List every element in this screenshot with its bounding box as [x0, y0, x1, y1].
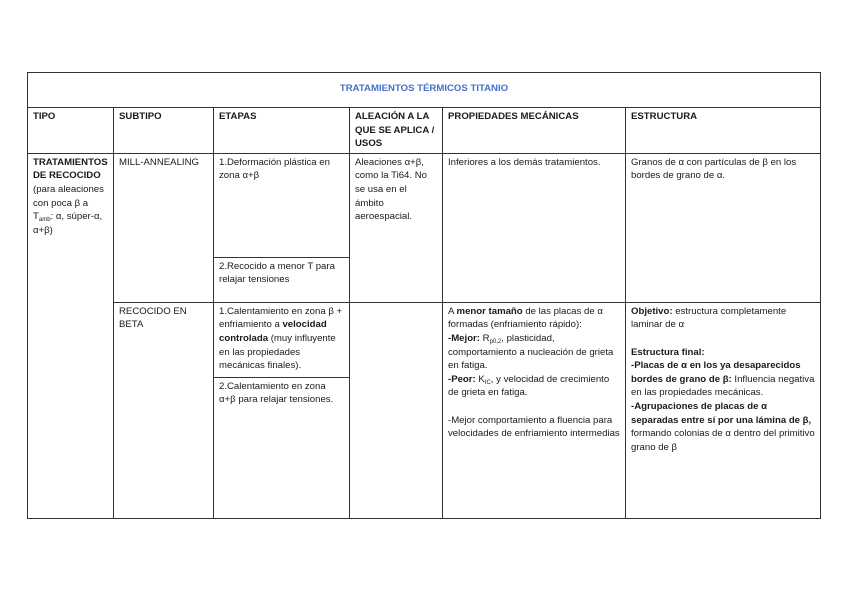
prop-beta-mejor-r: R	[479, 332, 490, 344]
est-beta-placas-text: Influencia negativa en las propiedades mecánicas.	[631, 373, 815, 399]
prop-beta-fluencia: -Mejor comportamiento a fluencia para velocidades de enfriamiento intermedias	[448, 414, 620, 440]
table-row	[28, 302, 821, 377]
tipo-detail-b: : α, súper-α, α+β)	[33, 211, 103, 236]
table-title: TRATAMIENTOS TÉRMICOS TITANIO	[28, 73, 821, 108]
prop-beta-mejor-text: , plasticidad, comportamiento a nucleación de grieta en fatiga.	[448, 332, 614, 372]
est-beta-placas-bold: -Placas de α en los ya desaparecidos bordes de grano de β:	[631, 360, 801, 385]
document-page	[27, 72, 820, 492]
prop-beta-intro-a: A	[448, 305, 457, 317]
cell-aleacion-mill: Aleaciones α+β, como la Ti64. No se usa en el ámbito aeroespacial.	[350, 153, 443, 302]
etapa-beta-1-bold: velocidad controlada	[219, 319, 327, 344]
cell-aleacion-beta	[350, 302, 443, 518]
est-beta-agrup-text: formando colonias de α dentro del primitivo grano de β	[631, 428, 815, 453]
header-estructura: ESTRUCTURA	[626, 108, 821, 154]
tipo-title: TRATAMIENTOS DE RECOCIDO	[33, 156, 108, 182]
header-propiedades: PROPIEDADES MECÁNICAS	[443, 108, 626, 154]
cell-etapa-beta-1	[214, 302, 350, 377]
prop-beta-peor-text: , y velocidad de crecimiento de grieta en fatiga.	[448, 373, 610, 399]
cell-subtipo-beta: RECOCIDO EN BETA	[114, 302, 214, 518]
header-tipo: TIPO	[28, 108, 114, 154]
cell-etapa-mill-1: 1.Deformación plástica en zona α+β	[214, 153, 350, 257]
prop-beta-peor-sub: IC	[484, 379, 491, 386]
cell-etapa-beta-2: 2.Calentamiento en zona α+β para relajar tensiones.	[214, 377, 350, 518]
est-beta-objetivo-label: Objetivo:	[631, 305, 673, 317]
header-aleacion: ALEACIÓN A LA QUE SE APLICA / USOS	[350, 108, 443, 154]
heat-treatment-table	[27, 72, 821, 519]
header-row	[28, 108, 821, 154]
prop-beta-intro-bold: menor tamaño	[456, 305, 523, 317]
prop-beta-mejor-label: -Mejor:	[448, 332, 480, 344]
cell-propiedades-beta	[443, 302, 626, 518]
cell-estructura-beta	[626, 302, 821, 518]
prop-beta-intro-b: de las placas de α formadas (enfriamiento rápido):	[448, 305, 603, 331]
est-beta-agrup-bold: -Agrupaciones de placas de α separadas entre sí por una lámina de β,	[631, 400, 812, 426]
etapa-beta-1-text-b: (muy influyente en las propiedades mecánicas finales).	[219, 332, 336, 372]
header-subtipo: SUBTIPO	[114, 108, 214, 154]
prop-beta-peor-label: -Peor:	[448, 373, 476, 385]
est-beta-objetivo-text: estructura completamente laminar de α	[631, 305, 787, 331]
est-beta-final-label: Estructura final:	[631, 346, 705, 358]
tipo-detail-sub: amb	[38, 217, 51, 224]
cell-tipo	[28, 153, 114, 518]
prop-beta-mejor-sub: p0,2	[489, 338, 502, 345]
table-row	[28, 153, 821, 257]
prop-beta-peor-k: K	[475, 373, 485, 385]
cell-estructura-mill: Granos de α con partículas de β en los bordes de grano de α.	[626, 153, 821, 302]
tipo-detail-a: (para aleaciones con poca β a T	[33, 183, 104, 223]
cell-subtipo-mill: MILL-ANNEALING	[114, 153, 214, 302]
cell-propiedades-mill: Inferiores a los demás tratamientos.	[443, 153, 626, 302]
header-etapas: ETAPAS	[214, 108, 350, 154]
cell-etapa-mill-2: 2.Recocido a menor T para relajar tensiones	[214, 257, 350, 302]
etapa-beta-1-text-a: 1.Calentamiento en zona β + enfriamiento a	[219, 305, 343, 331]
